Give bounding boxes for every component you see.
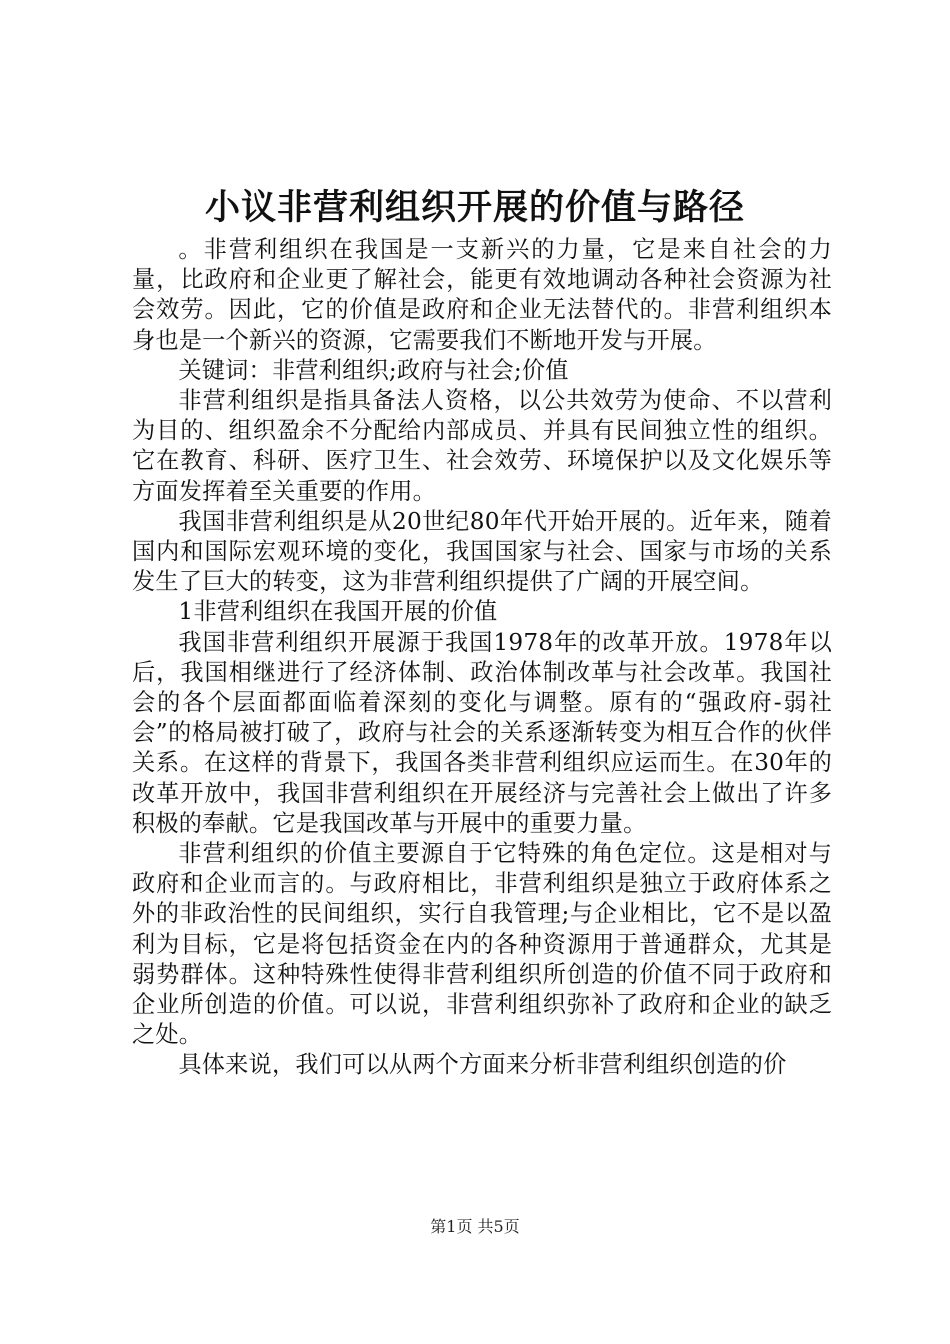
history-paragraph: 我国非营利组织是从20世纪80年代开始开展的。近年来，随着国内和国际宏观环境的变化，我国国家与社会、国家与市场的关系发生了巨大的转变，这为非营利组织提供了广阔的开展空间。	[132, 507, 832, 596]
document-body	[132, 235, 832, 1081]
keywords-paragraph: 关键词：非营利组织;政府与社会;价值	[178, 356, 569, 384]
reform-paragraph: 我国非营利组织开展源于我国1978年的改革开放。1978年以后，我国相继进行了经济体制、政治体制改革与社会改革。我国社会的各个层面都面临着深刻的变化与调整。原有的“强政府-弱社会”的格局被打破了，政府与社会的关系逐渐转变为相互合作的伙伴关系。在这样的背景下，我国各类非营利组织应运而生。在30年的改革开放中，我国非营利组织在开展经济与完善社会上做出了许多积极的奉献。它是我国改革与开展中的重要力量。	[132, 628, 832, 837]
definition-paragraph: 非营利组织是指具备法人资格，以公共效劳为使命、不以营利为目的、组织盈余不分配给内部成员、并具有民间独立性的组织。它在教育、科研、医疗卫生、社会效劳、环境保护以及文化娱乐等方面发挥着至关重要的作用。	[132, 387, 832, 505]
page-footer: 第1页 共5页	[430, 1217, 520, 1236]
analysis-paragraph: 具体来说，我们可以从两个方面来分析非营利组织创造的价	[178, 1051, 787, 1079]
value-paragraph: 非营利组织的价值主要源自于它特殊的角色定位。这是相对与政府和企业而言的。与政府相比，非营利组织是独立于政府体系之外的非政治性的民间组织，实行自我管理;与企业相比，它不是以盈利为目标，它是将包括资金在内的各种资源用于普通群众，尤其是弱势群体。这种特殊性使得非营利组织所创造的价值不同于政府和企业所创造的价值。可以说，非营利组织弥补了政府和企业的缺乏之处。	[132, 840, 832, 1049]
document-title: 小议非营利组织开展的价值与路径	[204, 187, 745, 228]
section-heading: 1非营利组织在我国开展的价值	[178, 598, 498, 626]
abstract-paragraph: 。非营利组织在我国是一支新兴的力量，它是来自社会的力量，比政府和企业更了解社会，能更有效地调动各种社会资源为社会效劳。因此，它的价值是政府和企业无法替代的。非营利组织本身也是一个新兴的资源，它需要我们不断地开发与开展。	[132, 236, 832, 354]
